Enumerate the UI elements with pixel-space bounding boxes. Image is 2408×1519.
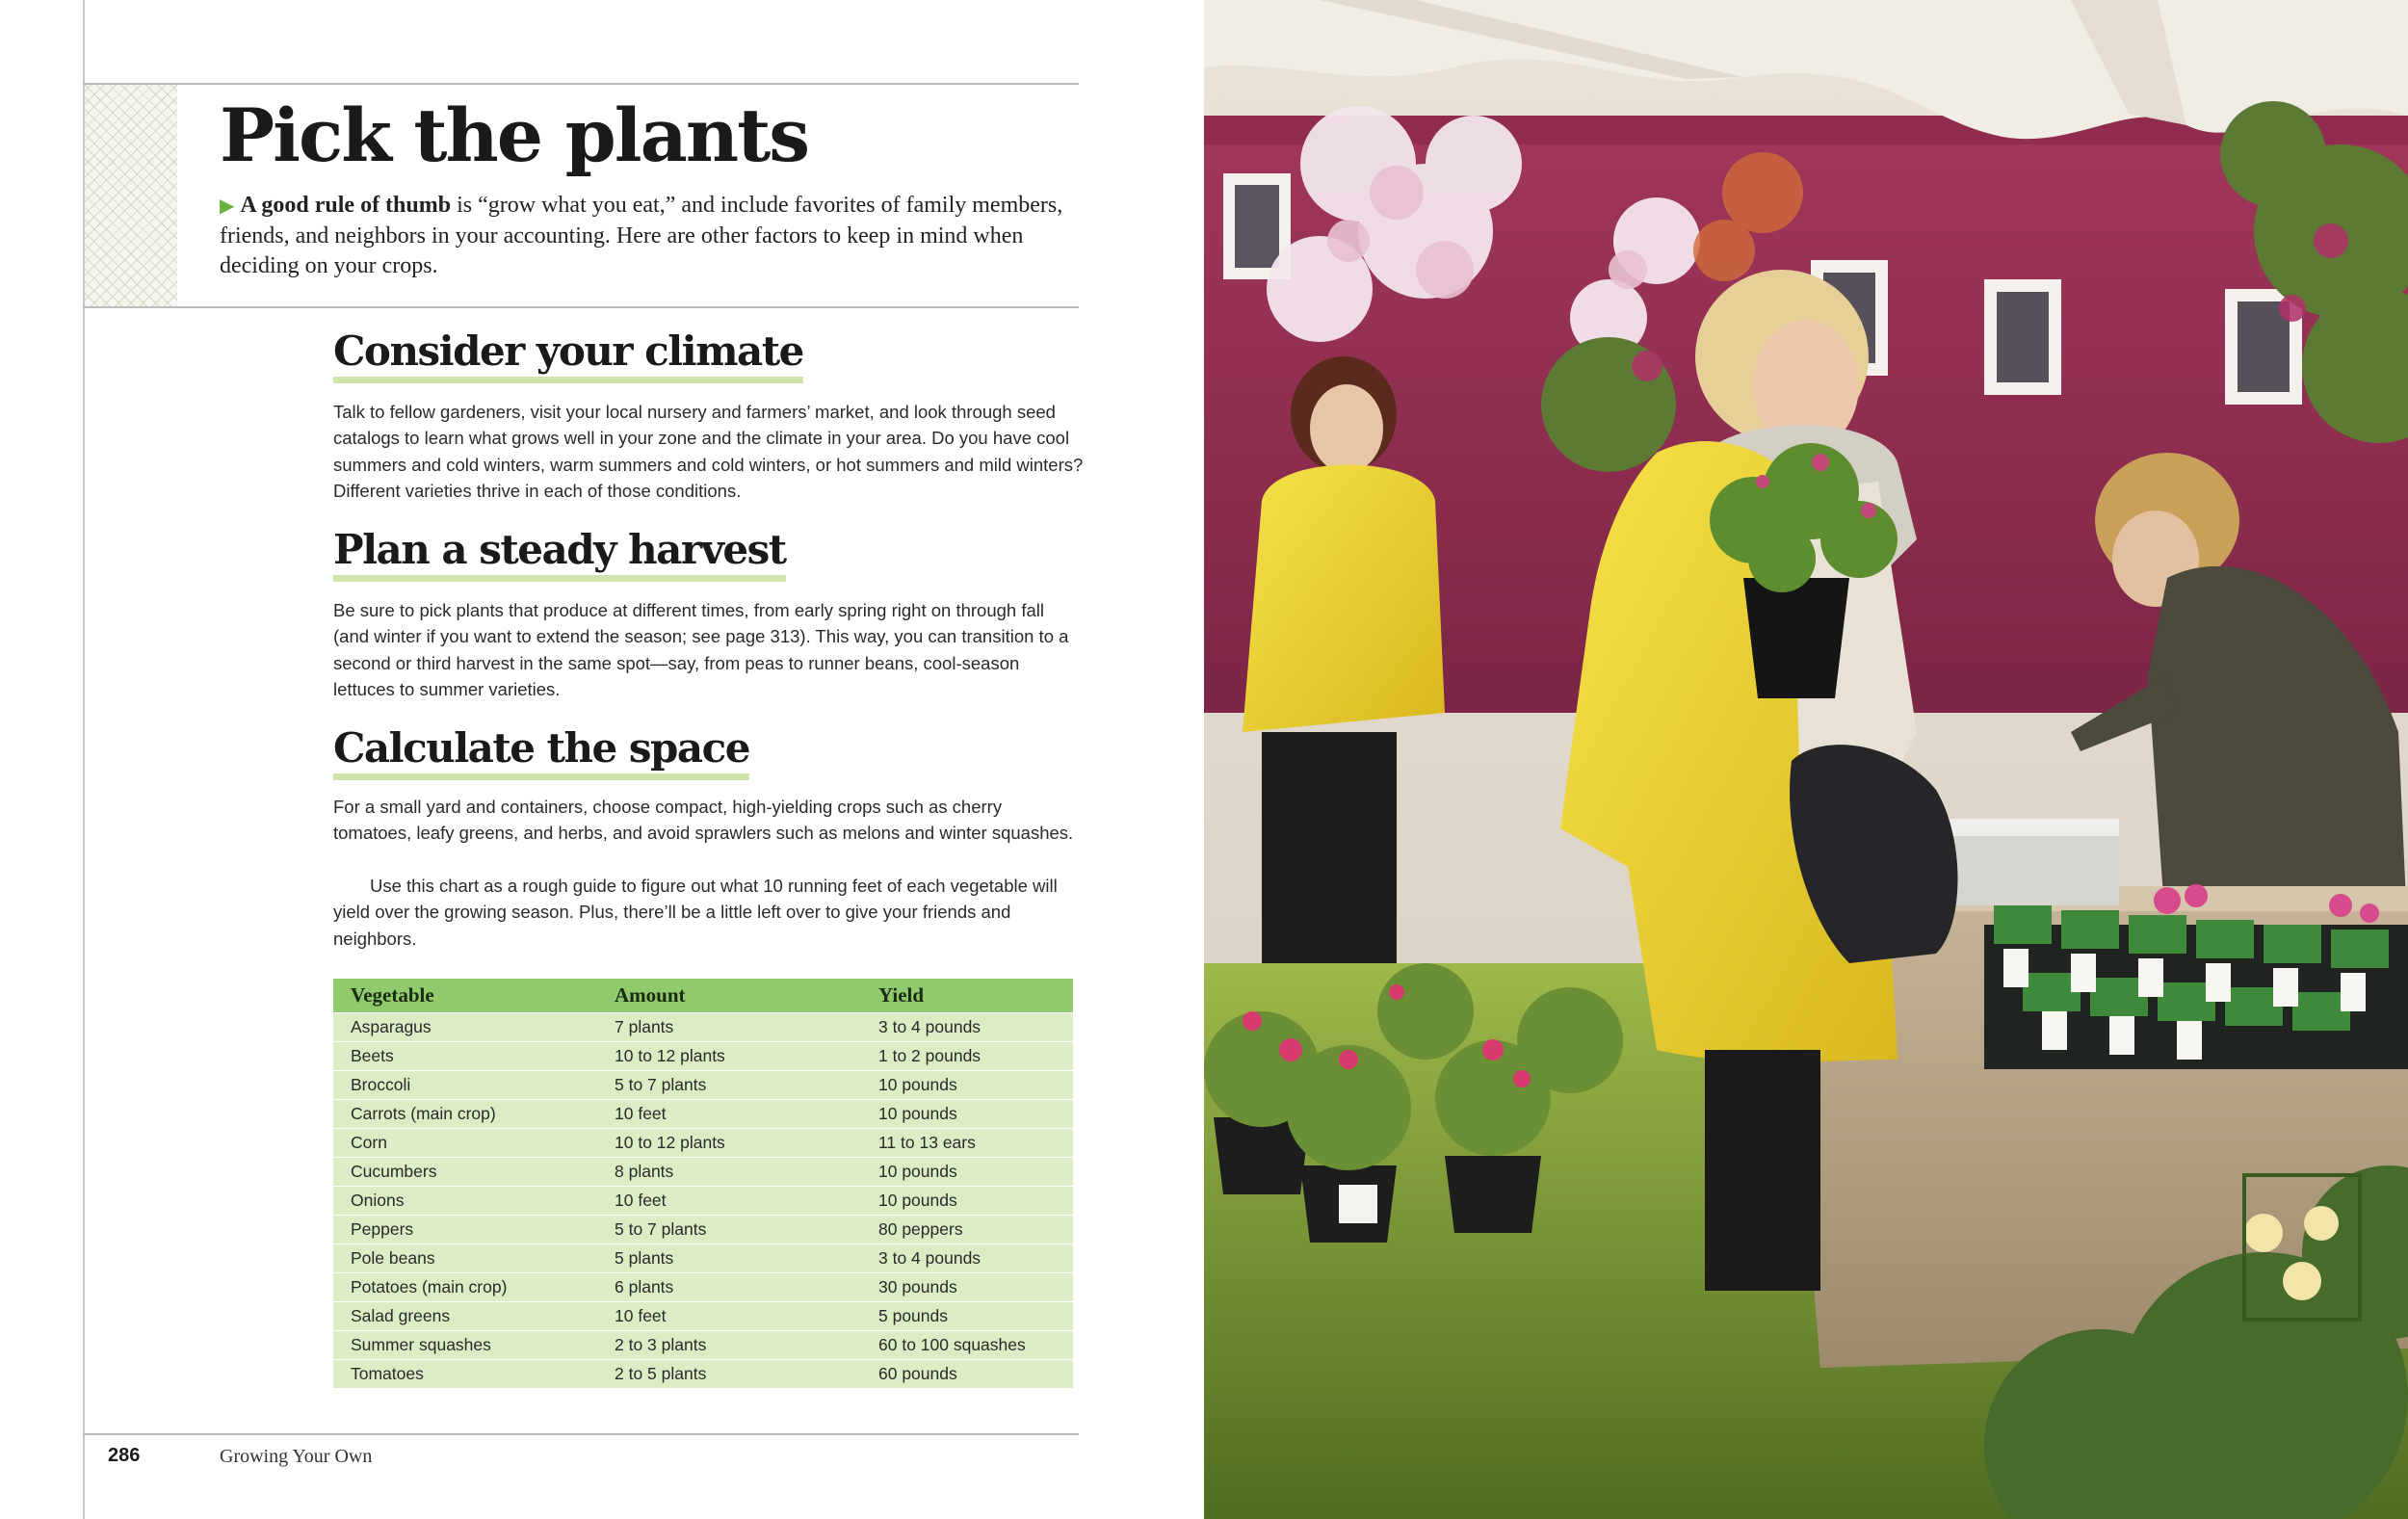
cell-yield: 1 to 2 pounds: [861, 1042, 1073, 1071]
cell-yield: 10 pounds: [861, 1158, 1073, 1187]
cell-amount: 10 feet: [597, 1302, 861, 1331]
photo-illustration: [1204, 0, 2408, 1519]
cell-amount: 8 plants: [597, 1158, 861, 1187]
cell-vegetable: Tomatoes: [333, 1360, 597, 1389]
intro-paragraph: [220, 191, 1077, 281]
heading-calculate-space: Calculate the space: [333, 724, 749, 780]
arrow-icon: ▶: [220, 196, 235, 217]
table-row: [333, 1071, 1073, 1100]
cell-vegetable: Salad greens: [333, 1302, 597, 1331]
table-row: [333, 1100, 1073, 1129]
body-steady-harvest: Be sure to pick plants that produce at different times, from early spring right on through fall (and winter if you want to extend the season; see page 313). This way, you can transition to a second or third harvest in the same spot—say, from peas to runner beans, cool-season lettuces to summer varieties.: [333, 600, 1069, 699]
header-yield: Yield: [861, 979, 1073, 1013]
intro-text: is “grow what you eat,” and include favorites of family members, friends, and neighbors in your accounting. Here are other factors to keep in mind when deciding on your crops.: [220, 193, 1063, 278]
intro-lead: A good rule of thumb: [240, 193, 452, 218]
header-amount: Amount: [597, 979, 861, 1013]
cell-yield: 10 pounds: [861, 1187, 1073, 1216]
yield-table: [333, 979, 1073, 1388]
cell-amount: 6 plants: [597, 1273, 861, 1302]
footer-rule: [83, 1433, 1079, 1435]
running-section-name: Growing Your Own: [220, 1446, 373, 1467]
cell-yield: 3 to 4 pounds: [861, 1244, 1073, 1273]
cell-yield: 30 pounds: [861, 1273, 1073, 1302]
cell-vegetable: Carrots (main crop): [333, 1100, 597, 1129]
cell-amount: 10 to 12 plants: [597, 1129, 861, 1158]
cell-vegetable: Beets: [333, 1042, 597, 1071]
table-row: [333, 1042, 1073, 1071]
cell-amount: 7 plants: [597, 1013, 861, 1042]
garden-market-photo: [1204, 0, 2408, 1519]
table-row: [333, 1244, 1073, 1273]
body-calculate-space-2: Use this chart as a rough guide to figure out what 10 running feet of each vegetable will yield over the growing season. Plus, there’ll be a little left over to give your friends and neighbors.: [333, 876, 1058, 949]
heading-steady-harvest: Plan a steady harvest: [333, 526, 786, 582]
table-row: [333, 1158, 1073, 1187]
cell-yield: 10 pounds: [861, 1100, 1073, 1129]
cell-yield: 5 pounds: [861, 1302, 1073, 1331]
heading-consider-climate: Consider your climate: [333, 327, 803, 383]
cell-amount: 10 feet: [597, 1187, 861, 1216]
cell-vegetable: Pole beans: [333, 1244, 597, 1273]
cell-vegetable: Potatoes (main crop): [333, 1273, 597, 1302]
body-calculate-space: For a small yard and containers, choose compact, high-yielding crops such as cherry tomatoes, leafy greens, and herbs, and avoid sprawlers such as melons and winter squashes.: [333, 797, 1074, 844]
cell-vegetable: Peppers: [333, 1216, 597, 1244]
header-vegetable: Vegetable: [333, 979, 597, 1013]
cell-yield: 60 to 100 squashes: [861, 1331, 1073, 1360]
cell-vegetable: Onions: [333, 1187, 597, 1216]
cell-amount: 5 plants: [597, 1244, 861, 1273]
page-title: Pick the plants: [220, 92, 808, 178]
cell-yield: 11 to 13 ears: [861, 1129, 1073, 1158]
top-rule: [83, 83, 1079, 85]
cell-yield: 60 pounds: [861, 1360, 1073, 1389]
table-row: [333, 1331, 1073, 1360]
table-row: [333, 1216, 1073, 1244]
table-row: [333, 1187, 1073, 1216]
cell-yield: 80 peppers: [861, 1216, 1073, 1244]
table-header-row: [333, 979, 1073, 1013]
cell-amount: 5 to 7 plants: [597, 1216, 861, 1244]
table-row: [333, 1302, 1073, 1331]
cell-vegetable: Summer squashes: [333, 1331, 597, 1360]
section-rule: [83, 306, 1079, 308]
table-row: [333, 1360, 1073, 1389]
cell-amount: 10 to 12 plants: [597, 1042, 861, 1071]
page-number: 286: [108, 1445, 141, 1466]
body-consider-climate: Talk to fellow gardeners, visit your local nursery and farmers’ market, and look through seed catalogs to learn what grows well in your zone and the climate in your area. Do you have cool summers and cold winters, warm summers and cold winters, or hot summers and mild winters? Different varieties thrive in each of those conditions.: [333, 402, 1084, 501]
cell-vegetable: Broccoli: [333, 1071, 597, 1100]
cell-amount: 2 to 3 plants: [597, 1331, 861, 1360]
cell-amount: 10 feet: [597, 1100, 861, 1129]
decorative-pattern-block: [85, 85, 177, 306]
cell-vegetable: Corn: [333, 1129, 597, 1158]
cell-yield: 10 pounds: [861, 1071, 1073, 1100]
table-row: [333, 1013, 1073, 1042]
cell-amount: 5 to 7 plants: [597, 1071, 861, 1100]
table-row: [333, 1129, 1073, 1158]
table-row: [333, 1273, 1073, 1302]
cell-yield: 3 to 4 pounds: [861, 1013, 1073, 1042]
cell-vegetable: Cucumbers: [333, 1158, 597, 1187]
cell-amount: 2 to 5 plants: [597, 1360, 861, 1389]
cell-vegetable: Asparagus: [333, 1013, 597, 1042]
